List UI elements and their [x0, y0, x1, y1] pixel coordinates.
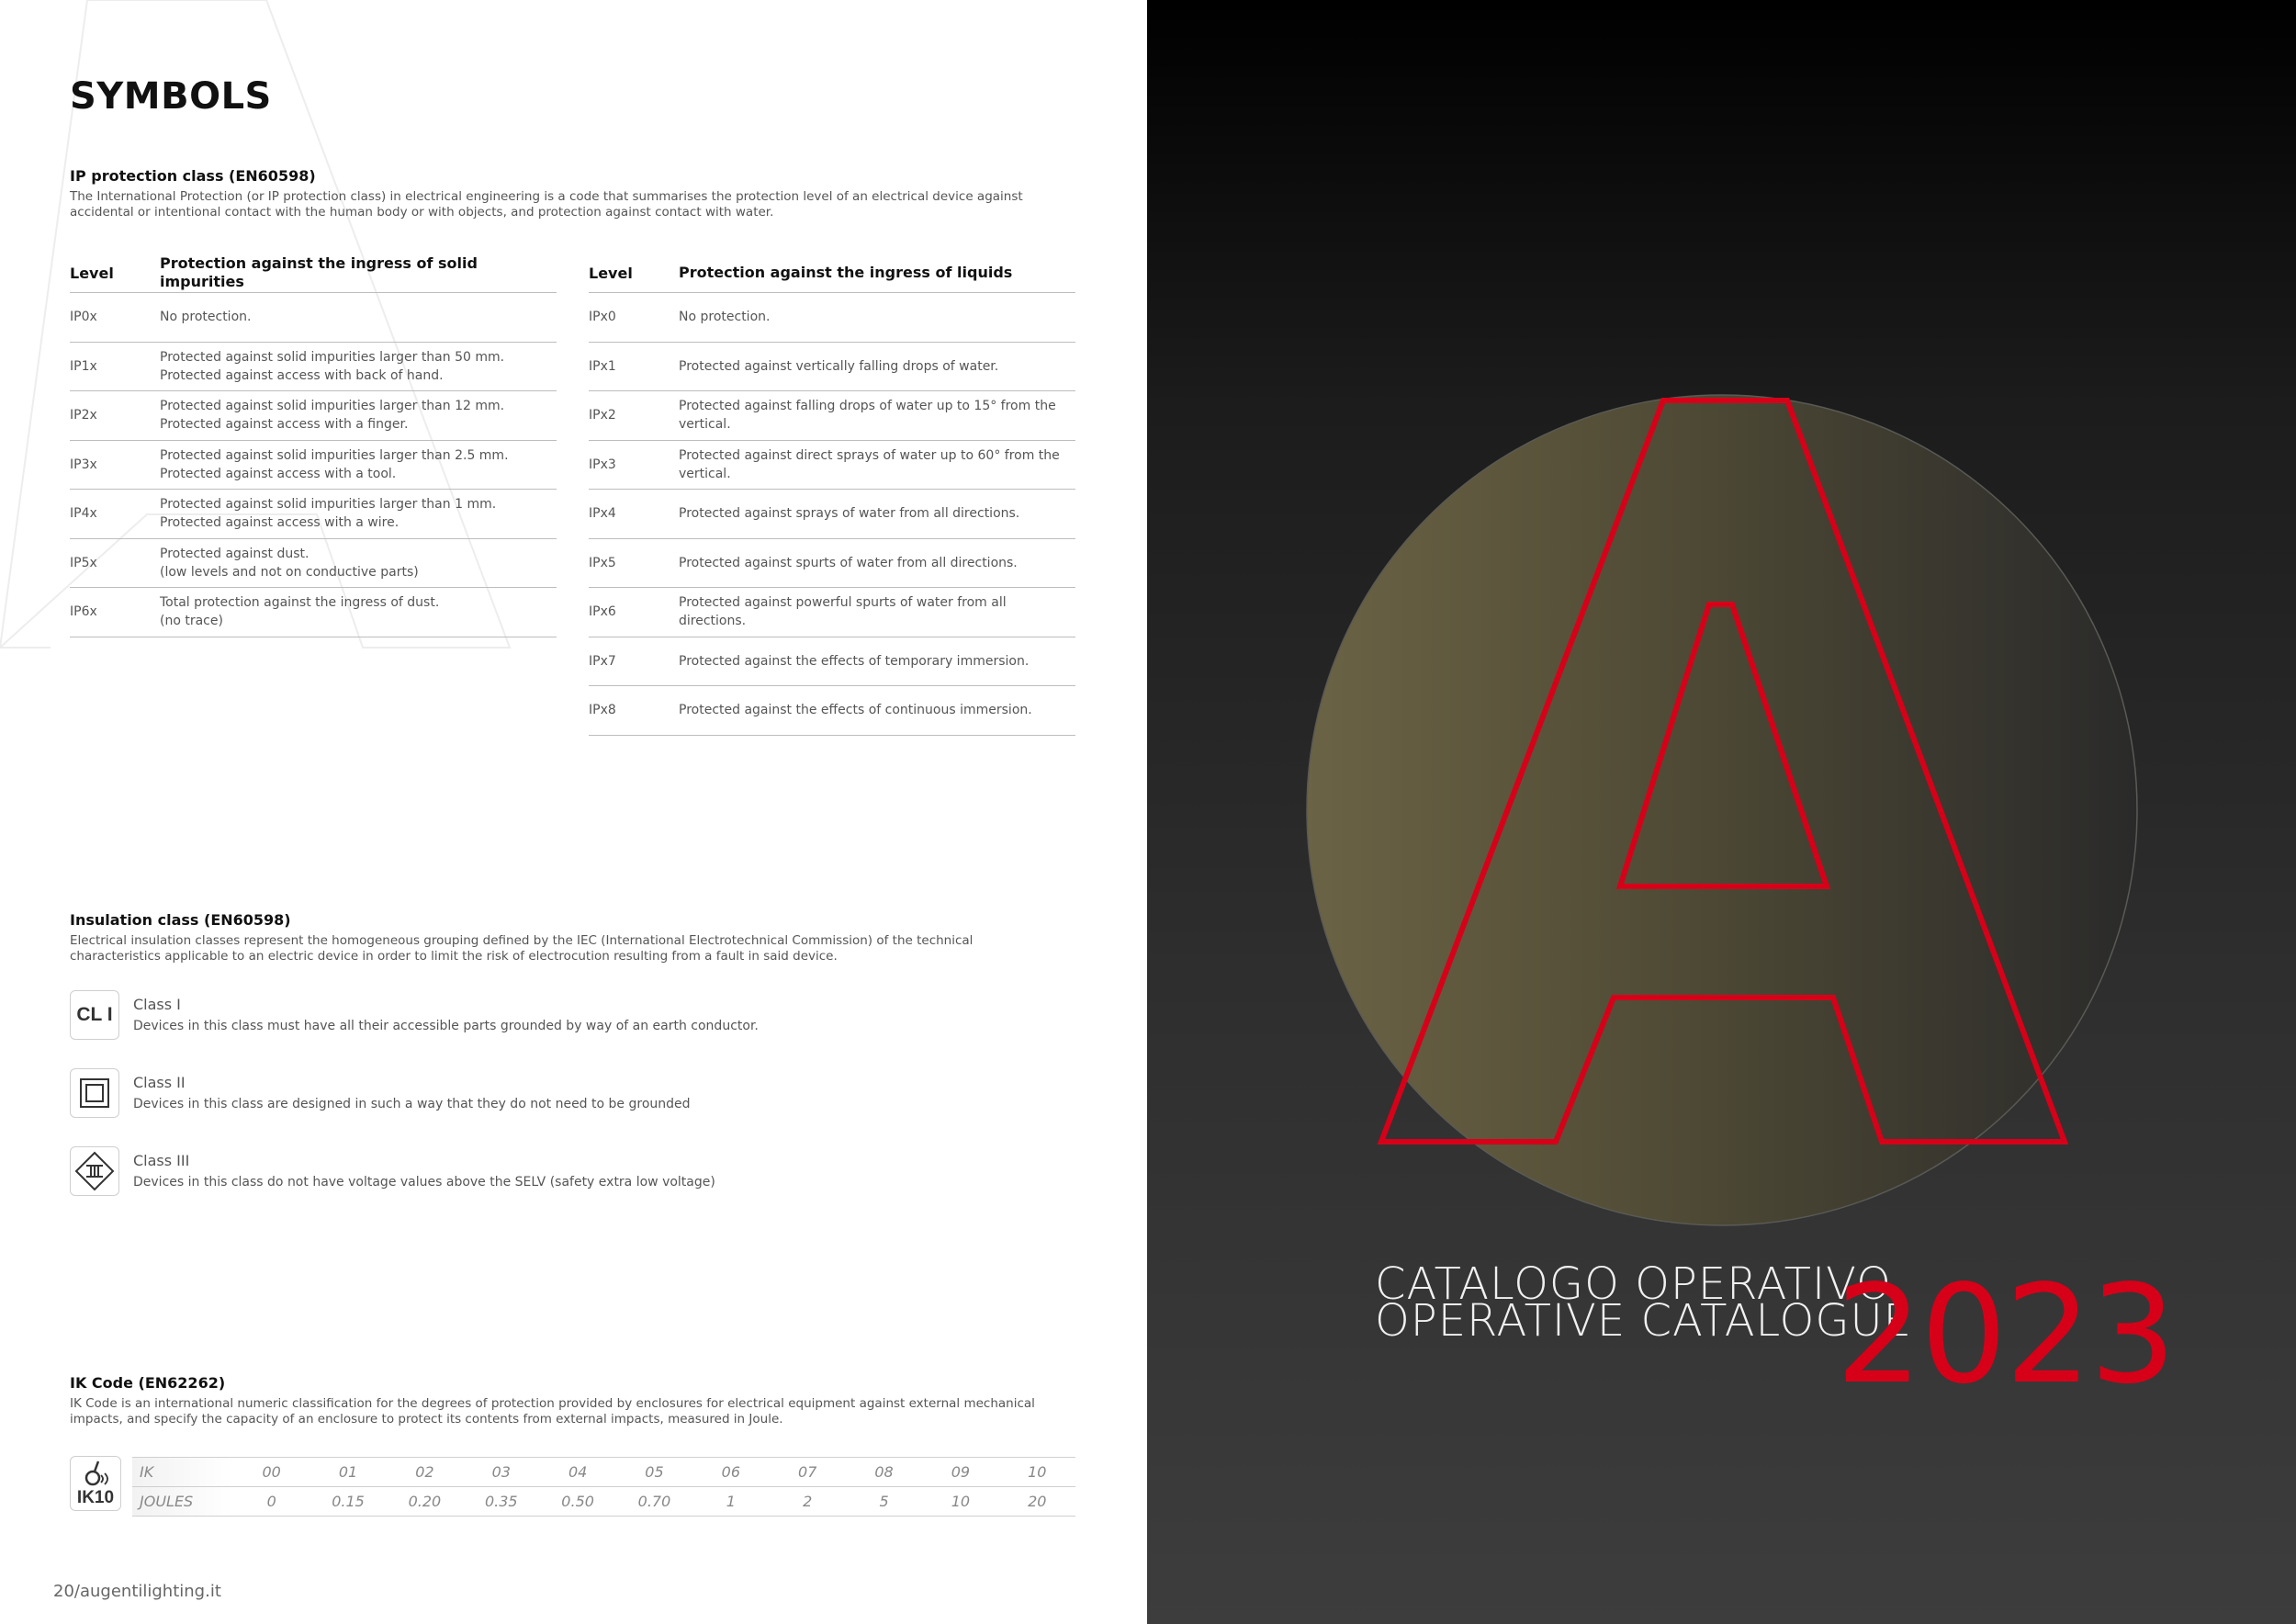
row-description: [160, 348, 557, 385]
ik-cell: 10: [1028, 1463, 1047, 1481]
ik-cell: 01: [338, 1463, 358, 1481]
description-line: Protected against access with a finger.: [160, 417, 409, 433]
ik-cell: 2: [803, 1493, 813, 1510]
row-label: JOULES: [132, 1487, 233, 1516]
row-description: [679, 652, 1075, 671]
table-row: [70, 343, 557, 392]
impact-hammer-icon: [70, 1456, 121, 1511]
row-level: IP0x: [70, 310, 97, 325]
row-description: [160, 397, 557, 434]
description-line: impacts, and specify the capacity of an enclosure to protect its contents from external impacts, measured in Joule.: [70, 1412, 783, 1427]
cover-title-english: OPERATIVE CATALOGUE: [1375, 1295, 1912, 1347]
table-row: [70, 539, 557, 589]
description-line: characteristics applicable to an electric device in order to limit the risk of electrocution resulting from a fault in said device.: [70, 949, 838, 964]
row-description: [679, 554, 1075, 572]
ik-code-table: [132, 1457, 1075, 1517]
header-level: Level: [589, 264, 633, 282]
row-level: IPx1: [589, 358, 616, 374]
ik-cell: 0.20: [408, 1493, 442, 1510]
row-description: [160, 446, 557, 483]
insulation-class-iii: [70, 1146, 1080, 1201]
table-header: [589, 254, 1075, 293]
table-body: [589, 293, 1075, 736]
row-description: [679, 593, 1075, 630]
table-body: [70, 293, 557, 637]
ik-section-description: [70, 1396, 1080, 1427]
row-level: IP3x: [70, 457, 97, 472]
description-line: vertical.: [679, 466, 731, 481]
description-line: Protected against access with a tool.: [160, 466, 397, 481]
row-description: [679, 397, 1075, 434]
table-row: [589, 441, 1075, 491]
table-row: [589, 637, 1075, 687]
cover-disc: [1307, 395, 2137, 1225]
ik-cell: 09: [951, 1463, 971, 1481]
table-row: [589, 391, 1075, 441]
ik-cell: 00: [262, 1463, 281, 1481]
description-line: Protected against solid impurities larger than 1 mm.: [160, 497, 497, 513]
table-row: [70, 490, 557, 539]
description-line: (low levels and not on conductive parts): [160, 564, 419, 580]
description-line: Electrical insulation classes represent the homogeneous grouping defined by the IEC (International Electrotechnical Commission) of the technical: [70, 933, 974, 948]
description-line: Protected against the effects of continuous immersion.: [679, 703, 1032, 718]
header-description: Protection against the ingress of solid impurities: [160, 254, 478, 290]
row-level: IPx7: [589, 653, 616, 669]
table-row: [589, 293, 1075, 343]
row-level: IPx2: [589, 408, 616, 423]
row-level: IP5x: [70, 555, 97, 570]
ik-cell: 0.70: [637, 1493, 671, 1510]
row-description: [679, 357, 1075, 376]
cover-title-italian: CATALOGO OPERATIVO: [1375, 1258, 1892, 1310]
ik-cell: 5: [879, 1493, 889, 1510]
description-line: Protected against solid impurities larger than 50 mm.: [160, 349, 505, 365]
page-footer: 20/augentilighting.it: [53, 1582, 221, 1601]
insulation-section-description: [70, 933, 1080, 964]
description-line: Protected against direct sprays of water up to 60° from the: [679, 447, 1060, 463]
header-description: Protection against the ingress of liquids: [679, 264, 1013, 281]
joules-row: [132, 1487, 1075, 1517]
class-description: Devices in this class must have all their accessible parts grounded by way of an earth conductor.: [133, 1019, 759, 1033]
ik-icon-label: IK10: [76, 1488, 115, 1507]
row-level: IPx8: [589, 703, 616, 718]
table-row: [70, 293, 557, 343]
class-ii-icon: [70, 1068, 119, 1118]
solids-protection-table: [70, 254, 557, 637]
ik-cell: 0: [266, 1493, 276, 1510]
row-label: IK: [132, 1458, 233, 1486]
description-line: Protected against sprays of water from all directions.: [679, 506, 1020, 522]
ik-cell: 1: [726, 1493, 736, 1510]
class-description: Devices in this class do not have voltage values above the SELV (safety extra low voltage): [133, 1175, 715, 1190]
row-level: IP1x: [70, 358, 97, 374]
header-level: Level: [70, 264, 114, 282]
ik-cell: 10: [951, 1493, 971, 1510]
description-line: Protected against powerful spurts of water from all: [679, 595, 1007, 611]
symbols-page: [0, 0, 1147, 1624]
description-line: IK Code is an international numeric classification for the degrees of protection provided by enclosures for electrical equipment against external mechanical: [70, 1396, 1035, 1411]
table-row: [589, 539, 1075, 589]
class-description: Devices in this class are designed in such a way that they do not need to be grounded: [133, 1097, 691, 1111]
description-line: Protected against access with back of hand.: [160, 367, 444, 383]
ik-section-title: IK Code (EN62262): [70, 1374, 226, 1392]
ik-cell: 0.50: [561, 1493, 594, 1510]
class-iii-icon: [70, 1146, 119, 1196]
row-description: [679, 701, 1075, 719]
table-header: [70, 254, 557, 293]
description-line: Protected against spurts of water from all directions.: [679, 555, 1018, 570]
ik-cell: 0.15: [332, 1493, 365, 1510]
row-level: IP4x: [70, 506, 97, 522]
class-name: Class I: [133, 996, 181, 1013]
row-level: IPx5: [589, 555, 616, 570]
row-description: [160, 495, 557, 532]
description-line: Protected against falling drops of water up to 15° from the: [679, 399, 1056, 414]
insulation-class-i: [70, 990, 1080, 1045]
row-level: IPx6: [589, 604, 616, 620]
description-line: Protected against the effects of temporary immersion.: [679, 653, 1030, 669]
description-line: No protection.: [679, 310, 771, 325]
insulation-class-ii: [70, 1068, 1080, 1123]
table-row: [589, 490, 1075, 539]
table-row: [70, 441, 557, 491]
description-line: directions.: [679, 614, 747, 629]
description-line: Protected against solid impurities larger than 12 mm.: [160, 399, 505, 414]
table-row: [589, 343, 1075, 392]
ik-cell: 04: [568, 1463, 588, 1481]
description-line: Protected against access with a wire.: [160, 515, 400, 531]
row-level: IPx4: [589, 506, 616, 522]
row-description: [160, 593, 557, 630]
description-line: accidental or intentional contact with the human body or with objects, and protection against contact with water.: [70, 205, 774, 220]
table-row: [589, 588, 1075, 637]
cover-year: 2023: [1836, 1256, 2175, 1414]
class-name: Class III: [133, 1152, 190, 1169]
ik-cell: 08: [874, 1463, 894, 1481]
row-description: [160, 308, 557, 326]
description-line: vertical.: [679, 417, 731, 433]
ip-section-description: [70, 189, 1080, 220]
class-i-icon: CL I: [70, 990, 119, 1040]
class-name: Class II: [133, 1074, 186, 1091]
ik-cell: 03: [491, 1463, 511, 1481]
description-line: The International Protection (or IP protection class) in electrical engineering is a code that summarises the protection level of an electrical device against: [70, 189, 1023, 204]
description-line: Protected against vertically falling drops of water.: [679, 358, 999, 374]
liquids-protection-table: [589, 254, 1075, 736]
ik-cell: 06: [721, 1463, 741, 1481]
insulation-section-title: Insulation class (EN60598): [70, 911, 291, 929]
description-line: Protected against solid impurities larger than 2.5 mm.: [160, 447, 509, 463]
description-line: (no trace): [160, 614, 223, 629]
table-row: [70, 391, 557, 441]
row-description: [679, 308, 1075, 326]
description-line: No protection.: [160, 310, 252, 325]
ik-cell: 0.35: [484, 1493, 518, 1510]
row-description: [679, 446, 1075, 483]
ik-cell: 07: [798, 1463, 817, 1481]
row-level: IP2x: [70, 408, 97, 423]
row-description: [160, 545, 557, 581]
row-description: [679, 504, 1075, 523]
ik-row: [132, 1458, 1075, 1487]
row-level: IPx0: [589, 310, 616, 325]
table-row: [589, 686, 1075, 736]
catalogue-cover: [1147, 0, 2296, 1624]
ip-section-title: IP protection class (EN60598): [70, 167, 316, 185]
row-level: IPx3: [589, 457, 616, 472]
row-level: IP6x: [70, 604, 97, 620]
description-line: Total protection against the ingress of dust.: [160, 595, 440, 611]
description-line: Protected against dust.: [160, 546, 310, 561]
table-row: [70, 588, 557, 637]
ik-cell: 20: [1028, 1493, 1047, 1510]
ik-cell: 02: [415, 1463, 434, 1481]
page-title: SYMBOLS: [70, 75, 272, 118]
ik-cell: 05: [645, 1463, 664, 1481]
